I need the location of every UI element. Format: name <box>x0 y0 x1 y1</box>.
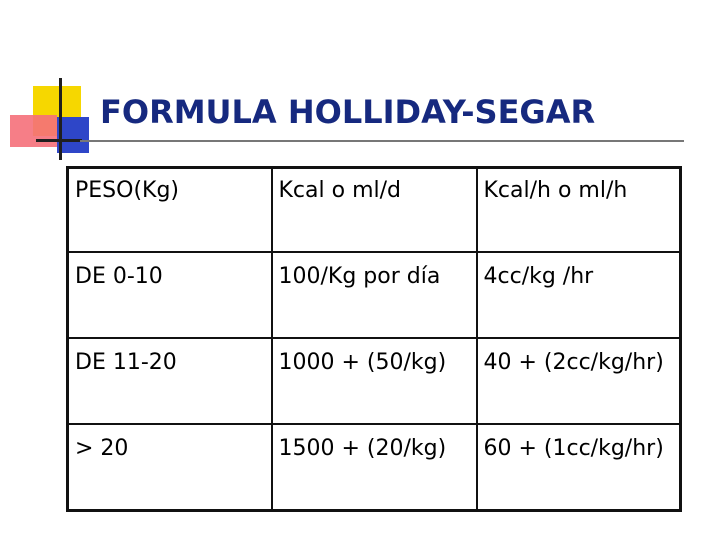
slide-logo-graphic <box>0 0 100 170</box>
table-cell: 60 + (1cc/kg/hr) <box>477 424 681 511</box>
table-cell: > 20 <box>68 424 272 511</box>
table-cell: DE 11-20 <box>68 338 272 424</box>
table-row <box>68 338 681 424</box>
logo-horizontal-line <box>36 139 82 142</box>
table-cell: 1000 + (50/kg) <box>272 338 477 424</box>
table-cell: 4cc/kg /hr <box>477 252 681 338</box>
table-row <box>68 252 681 338</box>
header-cell-weight: PESO(Kg) <box>68 168 272 253</box>
table-row <box>68 424 681 511</box>
logo-red-square <box>10 115 57 147</box>
table-cell: 1500 + (20/kg) <box>272 424 477 511</box>
slide-title: FORMULA HOLLIDAY-SEGAR <box>100 93 596 131</box>
table-cell: 100/Kg por día <box>272 252 477 338</box>
table-cell: 40 + (2cc/kg/hr) <box>477 338 681 424</box>
table-header-row <box>68 168 681 253</box>
title-underline <box>80 140 684 142</box>
formula-table <box>66 166 682 512</box>
logo-vertical-line <box>59 78 62 160</box>
table-cell: DE 0-10 <box>68 252 272 338</box>
header-cell-hourly: Kcal/h o ml/h <box>477 168 681 253</box>
header-cell-daily: Kcal o ml/d <box>272 168 477 253</box>
